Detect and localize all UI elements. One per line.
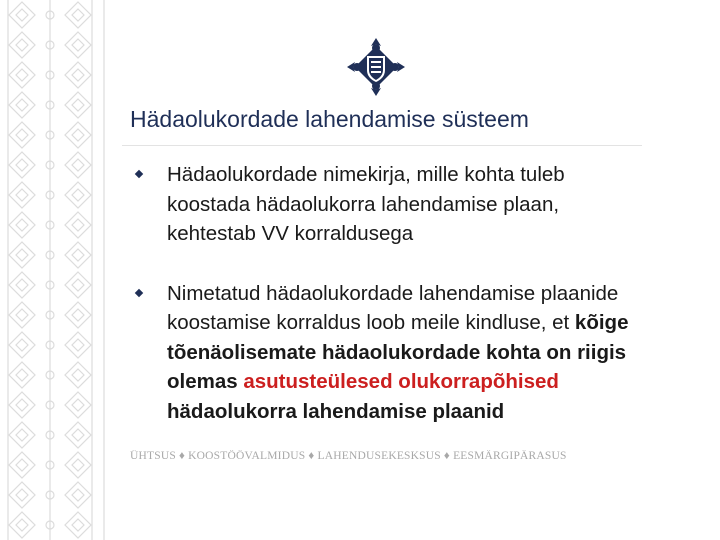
side-decorative-pattern (0, 0, 110, 540)
bullet-item (130, 160, 650, 249)
diamond-bullet-icon (135, 288, 143, 296)
bullet-text-highlight: asutusteülesed olukorrapõhised (243, 370, 559, 393)
bullet-item (130, 279, 650, 427)
footer-values: ÜHTSUS ♦ KOOSTÖÖVALMIDUS ♦ LAHENDUSEKESKSUS ♦ EESMÄRGIPÄRASUS (130, 450, 567, 462)
bullet-text (167, 282, 628, 423)
national-coat-of-arms-icon (345, 36, 407, 98)
slide-title: Hädaolukordade lahendamise süsteem (130, 106, 529, 132)
bullet-text: Hädaolukordade nimekirja, mille kohta tuleb koostada hädaolukorra lahendamise plaan, kehtestab VV korraldusega (167, 163, 565, 245)
bullet-text-bold-end: hädaolukorra lahendamise plaanid (167, 399, 505, 423)
bullet-list (130, 160, 650, 426)
title-divider (122, 145, 642, 146)
bullet-text-bold: kõige tõenäolisemate hädaolukordade kohta on riigis olemas (167, 311, 629, 393)
diamond-bullet-icon (135, 170, 143, 178)
bullet-text-plain: Nimetatud hädaolukordade lahendamise plaanide koostamise korraldus loob meile kindluse, et (167, 281, 619, 334)
